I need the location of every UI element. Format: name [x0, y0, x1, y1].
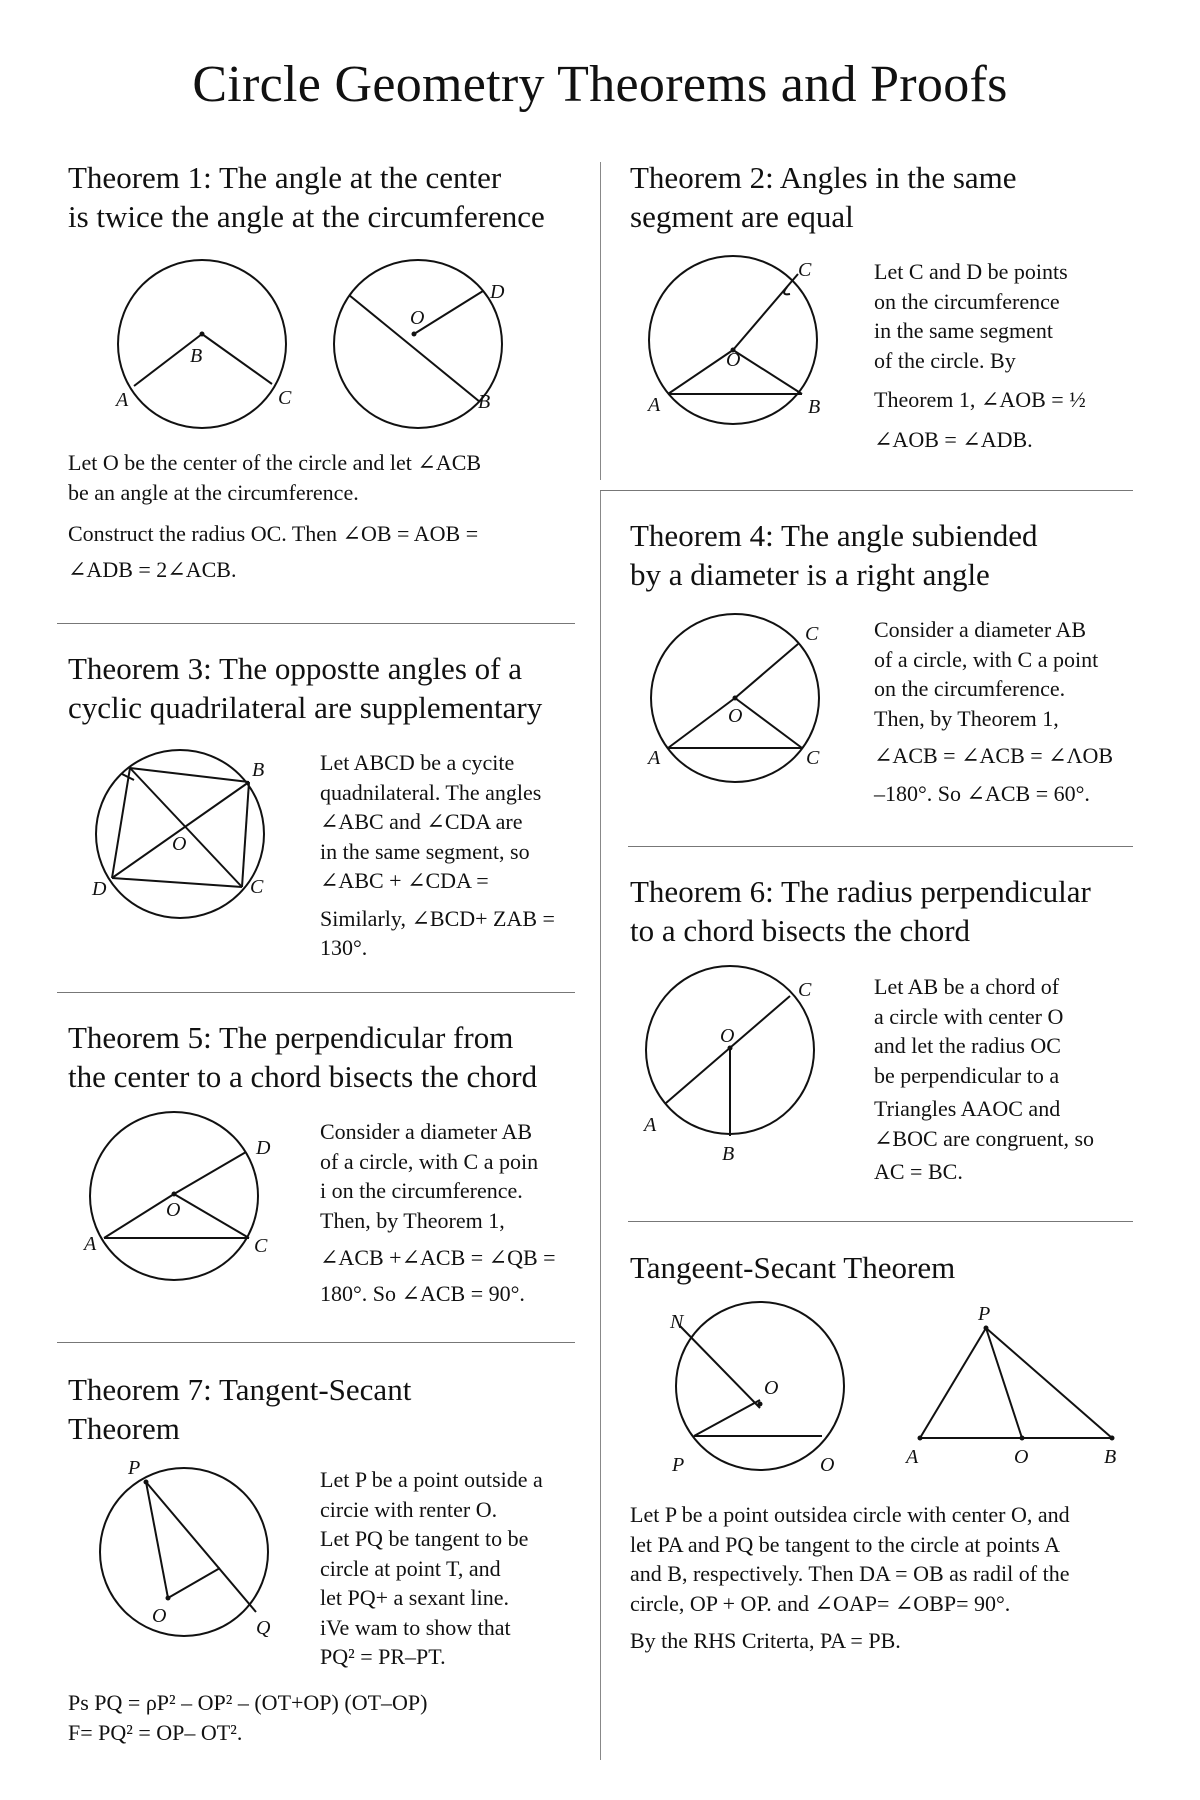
theorem-5-figure: [84, 1112, 284, 1292]
t4-label-c1: C: [805, 623, 819, 645]
t4-label-a: A: [648, 747, 661, 769]
theorem-7-heading: Theorem 7: Tangent-Secant Theorem: [68, 1372, 412, 1446]
t2-label-b: B: [808, 396, 821, 418]
divider-t5-t7: [57, 1342, 575, 1343]
ts-label-a: A: [906, 1446, 919, 1468]
t3-label-o: O: [172, 833, 187, 855]
theorem-3-figure: [92, 750, 292, 930]
ts-label-o2: O: [1014, 1446, 1029, 1468]
theorem-2-text: Let C and D be points on the circumference in the same segment of the circle. By Theorem 1, ∠AOB = ½ ∠AOB = ∠ADB.: [874, 259, 1086, 452]
t2-label-c: C: [798, 259, 812, 281]
ts-label-q: O: [820, 1454, 835, 1476]
t1-label-d: D: [490, 281, 505, 303]
theorem-7-text: Let P be a point outside a circie with renter O. Let PQ be tangent to be circle at point T, and let PQ+ a sexant line. iVe wam to show that PQ² = PR–PT.: [320, 1467, 543, 1669]
t3-label-b: B: [252, 759, 265, 781]
theorem-3-text: Let ABCD be a cycite quadnilateral. The angles ∠ABC and ∠CDA are in the same segment, so ∠ABC + ∠CDA = Similarly, ∠BCD+ ZAB = 130°.: [320, 750, 555, 960]
theorem-5-heading: Theorem 5: The perpendicular from the center to a chord bisects the chord: [68, 1020, 538, 1094]
divider-t6-ts: [628, 1221, 1133, 1222]
ts-label-b: B: [1104, 1446, 1117, 1468]
t1-label-c: C: [278, 387, 292, 409]
t7-label-p: P: [128, 1457, 141, 1479]
theorem-6-text: Let AB be a chord of a circle with center O and let the radius OC be perpendicular to a Triangles AAOC and ∠BOC are congruent, so AC = BC.: [874, 974, 1095, 1184]
theorem-2-figure: [648, 254, 848, 434]
theorem-1-heading: Theorem 1: The angle at the center is twice the angle at the circumference: [68, 160, 545, 234]
column-divider-bottom: [600, 490, 601, 1760]
theorem-6-heading: Theorem 6: The radius perpendicular to a chord bisects the chord: [630, 874, 1091, 948]
t3-label-d: D: [92, 878, 107, 900]
theorem-3-heading: Theorem 3: The oppostte angles of a cyclic quadrilateral are supplementary: [68, 651, 543, 725]
theorem-2-heading: Theorem 2: Angles in the same segment are equal: [630, 160, 1017, 234]
t5-label-o: O: [166, 1199, 181, 1221]
t2-label-a: A: [648, 394, 661, 416]
tangent-secant-figure: [652, 1300, 1162, 1476]
t6-label-a: A: [644, 1114, 657, 1136]
column-divider-top: [600, 162, 601, 480]
t7-label-q: Q: [256, 1617, 271, 1639]
theorem-1-text: Let O be the center of the circle and let ∠ACB be an angle at the circumference. Construct the radius OC. Then ∠OB = AOB = ∠ADB = 2∠ACB.: [68, 450, 482, 582]
t2-label-o: O: [726, 349, 741, 371]
theorem-7-bottom-text: Ps PQ = ρP² – OP² – (OT+OP) (OT–OP) F= PQ² = OP– OT².: [68, 1690, 428, 1745]
ts-label-o: O: [764, 1377, 779, 1399]
divider-t1-t3: [57, 623, 575, 624]
t6-label-c: C: [798, 979, 812, 1001]
t3-label-c: C: [250, 876, 264, 898]
tangent-secant-text: Let P be a point outsidea circle with center O, and let PA and PQ be tangent to the circle at points A and B, respectively. Then DA = OB as radil of the circle, OP + OP. and ∠OAP= ∠OBP= 90°. By the RHS Criterta, PA = PB.: [630, 1502, 1070, 1653]
theorem-4-figure: [648, 614, 848, 794]
t6-label-o: O: [720, 1025, 735, 1047]
t7-label-o: O: [152, 1605, 167, 1627]
t1-label-b: B: [190, 345, 203, 367]
divider-t4-t6: [628, 846, 1133, 847]
t1-label-b2: B: [478, 391, 491, 413]
t1-label-a: A: [116, 389, 129, 411]
theorem-1-figure: [110, 262, 540, 442]
theorem-4-text: Consider a diameter AB of a circle, with C a point on the circumference. Then, by Theorem 1, ∠ACB = ∠ACB = ∠ΛOB –180°. So ∠ACB = 60°.: [874, 617, 1114, 806]
page-title: Circle Geometry Theorems and Proofs: [192, 56, 1008, 113]
tangent-secant-heading: Tangeent-Secant Theorem: [630, 1250, 956, 1285]
t4-label-o: O: [728, 705, 743, 727]
theorem-5-text: Consider a diameter AB of a circle, with C a poin i on the circumference. Then, by Theorem 1, ∠ACB +∠ACB = ∠QB = 180°. So ∠ACB = 90°.: [320, 1119, 556, 1306]
theorem-7-figure: [96, 1458, 296, 1638]
t6-label-b: B: [722, 1143, 735, 1165]
t5-label-a: A: [84, 1233, 97, 1255]
t5-label-d: D: [256, 1137, 271, 1159]
theorem-4-heading: Theorem 4: The angle subiended by a diameter is a right angle: [630, 518, 1038, 592]
ts-label-n: N: [670, 1311, 684, 1333]
ts-label-p: P: [672, 1454, 685, 1476]
divider-t3-t5: [57, 992, 575, 993]
t4-label-c2: C: [806, 747, 820, 769]
t1-label-o: O: [410, 307, 425, 329]
t5-label-c: C: [254, 1235, 268, 1257]
theorem-6-figure: [636, 968, 836, 1168]
ts-label-p2: P: [978, 1303, 991, 1325]
divider-t2-t4: [600, 490, 1133, 491]
